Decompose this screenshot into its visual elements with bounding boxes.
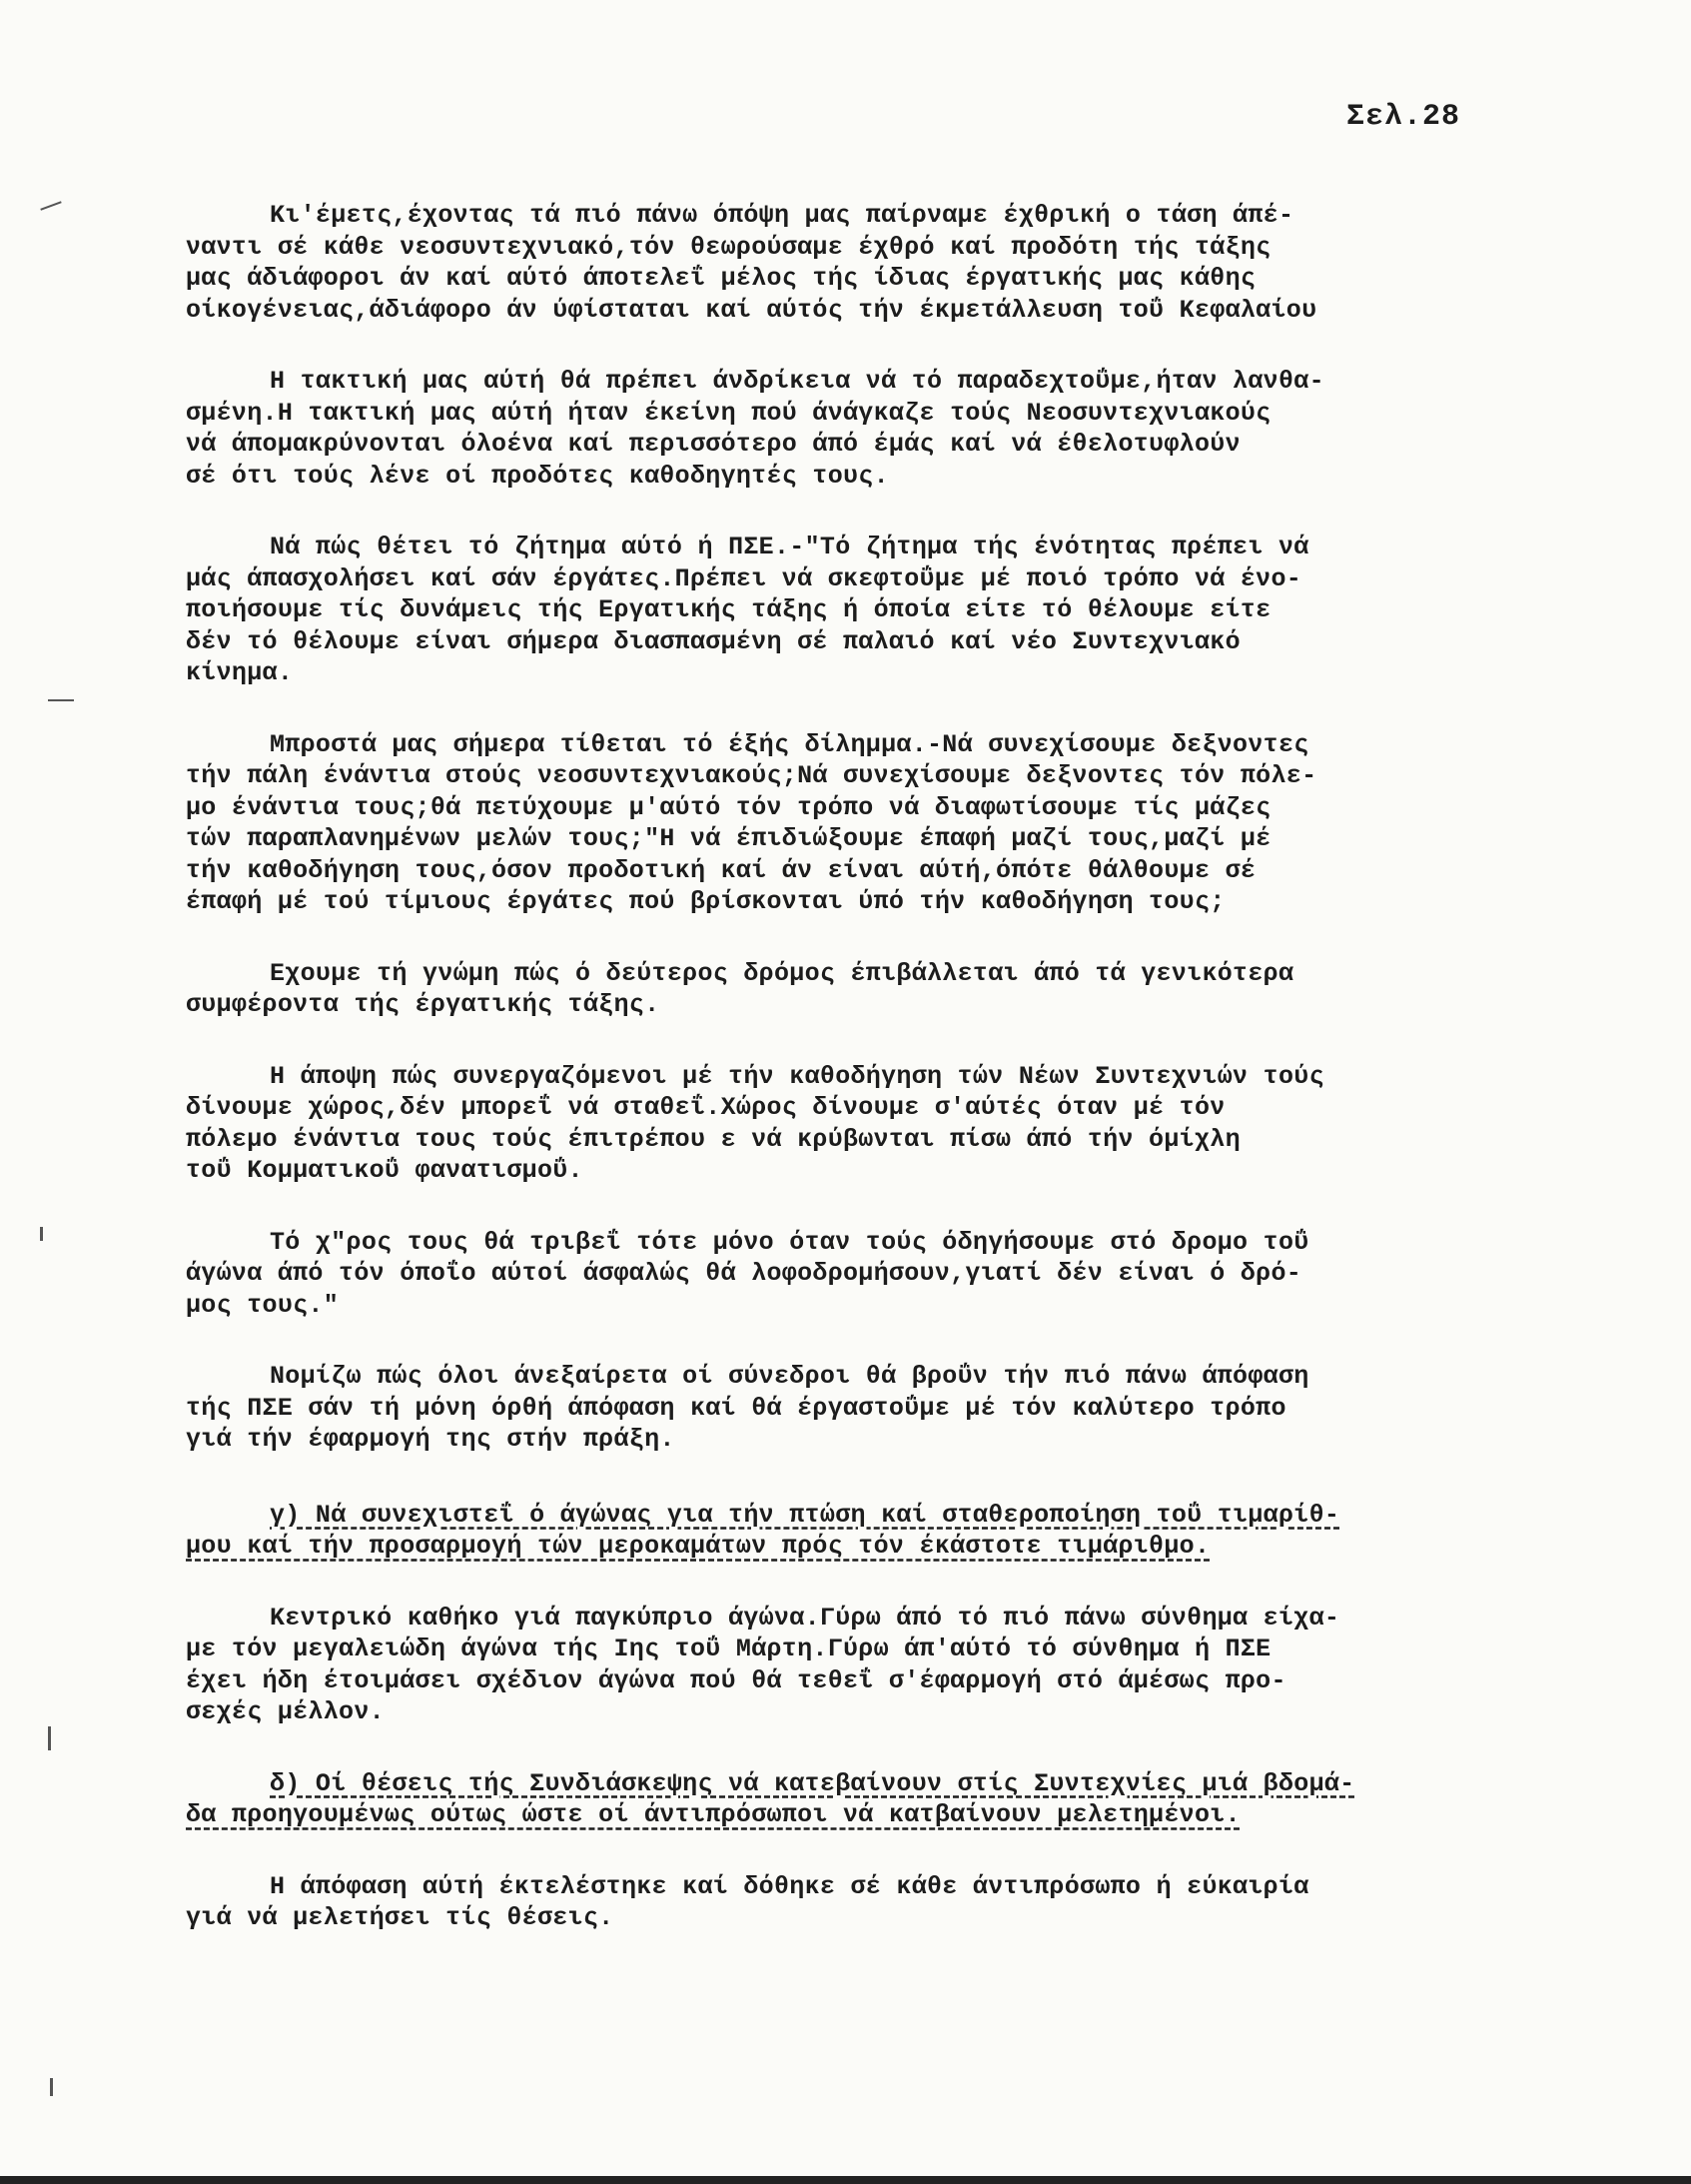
paragraph [186, 729, 1684, 918]
paragraph [186, 1361, 1684, 1456]
scan-mark [40, 1227, 43, 1241]
paragraph [186, 366, 1684, 492]
scan-mark [48, 1726, 51, 1750]
text-line: Νά πώς θέτει τό ζήτημα αύτό ή ΠΣΕ.-"Τό ζήτημα τής ένότητας πρέπει νά [270, 533, 1309, 561]
text-line: τών παραπλανημένων μελών τους;"Η νά έπιδιώξουμε έπαφή μαζί τους,μαζί μέ [186, 824, 1271, 853]
section-heading [186, 1500, 1684, 1563]
text-line: σεχές μέλλον. [186, 1697, 385, 1726]
text-line: ποιήσουμε τίς δυνάμεις τής Εργατικής τάξης ή όποία είτε τό θέλουμε είτε [186, 595, 1271, 624]
text-line: μο ένάντια τους;θά πετύχουμε μ'αύτό τόν τρόπο νά διαφωτίσουμε τίς μάζες [186, 792, 1271, 822]
paragraph [186, 1227, 1684, 1322]
text-line: Μπροστά μας σήμερα τίθεται τό έξής δίλημμα.-Νά συνεχίσουμε δεξνοντες [270, 729, 1309, 759]
text-line: μος τους." [186, 1290, 340, 1320]
text-line: πόλεμο ένάντια τους τούς έπιτρέπου ε νά κρύβωνται πίσω άπό τήν όμίχλη [186, 1124, 1241, 1154]
document-body [186, 160, 1684, 1934]
text-line: Η τακτική μας αύτή θά πρέπει άνδρίκεια νά τό παραδεχτοΰμε,ήταν λανθα- [270, 367, 1324, 396]
text-line: μας άδιάφοροι άν καί αύτό άποτελεΐ μέλος τής ίδιας έργατικής μας κάθης [186, 264, 1257, 293]
scan-mark [50, 2078, 53, 2096]
text-line: δέν τό θέλουμε είναι σήμερα διασπασμένη σέ παλαιό καί νέο Συντεχνιακό [186, 626, 1241, 656]
paragraph [186, 532, 1684, 689]
text-line: δ) Οί θέσεις τής Συνδιάσκεψης νά κατεβαίνουν στίς Συντεχνίες μιά βδομά- [270, 1768, 1355, 1798]
section-heading [186, 1768, 1684, 1831]
paragraph [186, 958, 1684, 1021]
text-line: Η άπόφαση αύτή έκτελέστηκε καί δόθηκε σέ κάθε άντιπρόσωπο ή εύκαιρία [270, 1871, 1309, 1901]
text-line: σμένη.Η τακτική μας αύτή ήταν έκείνη πού άνάγκαζε τούς Νεοσυντεχνιακούς [186, 398, 1271, 428]
scan-mark [40, 201, 61, 210]
text-line: μου καί τήν προσαρμογή τών μεροκαμάτων πρός τόν έκάστοτε τιμάριθμο. [186, 1532, 1211, 1561]
text-line: δίνουμε χώρος,δέν μπορεΐ νά σταθεΐ.Χώρος δίνουμε σ'αύτές όταν μέ τόν [186, 1093, 1226, 1122]
text-line: Τό χ"ρος τους θά τριβεΐ τότε μόνο όταν τούς όδηγήσουμε στό δρομο τοΰ [270, 1227, 1309, 1257]
text-line: γιά τήν έφαρμογή της στήν πράξη. [186, 1425, 675, 1454]
paragraph [186, 200, 1684, 326]
paragraph [186, 1061, 1684, 1187]
paragraph [186, 1871, 1684, 1934]
scan-mark [48, 699, 74, 701]
paragraph [186, 1603, 1684, 1728]
text-line: Νομίζω πώς όλοι άνεξαίρετα οί σύνεδροι θά βροΰν τήν πιό πάνω άπόφαση [270, 1362, 1309, 1391]
scan-bottom-edge [0, 2176, 1691, 2184]
text-line: μάς άπασχολήσει καί σάν έργάτες.Πρέπει νά σκεφτοΰμε μέ ποιό τρόπο νά ένο- [186, 563, 1302, 593]
text-line: γιά νά μελετήσει τίς θέσεις. [186, 1903, 614, 1932]
text-line: οίκογένειας,άδιάφορο άν ύφίσταται καί αύτός τήν έκμετάλλευση τοΰ Κεφαλαίου [186, 295, 1317, 325]
text-line: Η άποψη πώς συνεργαζόμενοι μέ τήν καθοδήγηση τών Νέων Συντεχνιών τούς [270, 1061, 1324, 1091]
text-line: τήν καθοδήγηση τους,όσον προδοτική καί άν είναι αύτή,όπότε θάλθουμε σέ [186, 855, 1257, 885]
text-line: Κεντρικό καθήκο γιά παγκύπριο άγώνα.Γύρω άπό τό πιό πάνω σύνθημα είχα- [270, 1603, 1340, 1633]
text-line: Εχουμε τή γνώμη πώς ό δεύτερος δρόμος έπιβάλλεται άπό τά γενικότερα [270, 958, 1294, 988]
text-line: γ) Νά συνεχιστεΐ ό άγώνας για τήν πτώση καί σταθεροποίηση τοΰ τιμαρίθ- [270, 1500, 1340, 1530]
text-line: συμφέροντα τής έργατικής τάξης. [186, 990, 660, 1019]
text-line: Κι'έμετς,έχοντας τά πιό πάνω όπόψη μας παίρναμε έχθρική ο τάση άπέ- [270, 201, 1294, 230]
text-line: κίνημα. [186, 658, 294, 687]
text-line: δα προηγουμένως ούτως ώστε οί άντιπρόσωποι νά κατβαίνουν μελετημένοι. [186, 1800, 1241, 1829]
text-line: έπαφή μέ τού τίμιους έργάτες πού βρίσκονται ύπό τήν καθοδήγηση τους; [186, 887, 1226, 916]
text-line: τοΰ Κομματικοΰ φανατισμοΰ. [186, 1156, 583, 1185]
text-line: τήν πάλη ένάντια στούς νεοσυντεχνιακούς;Νά συνεχίσουμε δεξνοντες τόν πόλε- [186, 761, 1317, 790]
text-line: νά άπομακρύνονται όλοένα καί περισσότερο άπό έμάς καί νά έθελοτυφλούν [186, 430, 1241, 459]
text-line: έχει ήδη έτοιμάσει σχέδιον άγώνα πού θά τεθεΐ σ'έφαρμογή στό άμέσως προ- [186, 1665, 1286, 1695]
text-line: με τόν μεγαλειώδη άγώνα τής Ιης τοΰ Μάρτη.Γύρω άπ'αύτό τό σύνθημα ή ΠΣΕ [186, 1635, 1271, 1663]
text-line: άγώνα άπό τόν όποΐο αύτοί άσφαλώς θά λοφοδρομήσουν,γιατί δέν είναι ό δρό- [186, 1259, 1302, 1288]
text-line: ναντι σέ κάθε νεοσυντεχνιακό,τόν θεωρούσαμε έχθρό καί προδότη τής τάξης [186, 232, 1271, 262]
page-number: Σελ.28 [1346, 100, 1461, 134]
text-line: τής ΠΣΕ σάν τή μόνη όρθή άπόφαση καί θά έργαστοΰμε μέ τόν καλύτερο τρόπο [186, 1393, 1286, 1423]
text-line: σέ ότι τούς λένε οί προδότες καθοδηγητές τους. [186, 461, 889, 491]
